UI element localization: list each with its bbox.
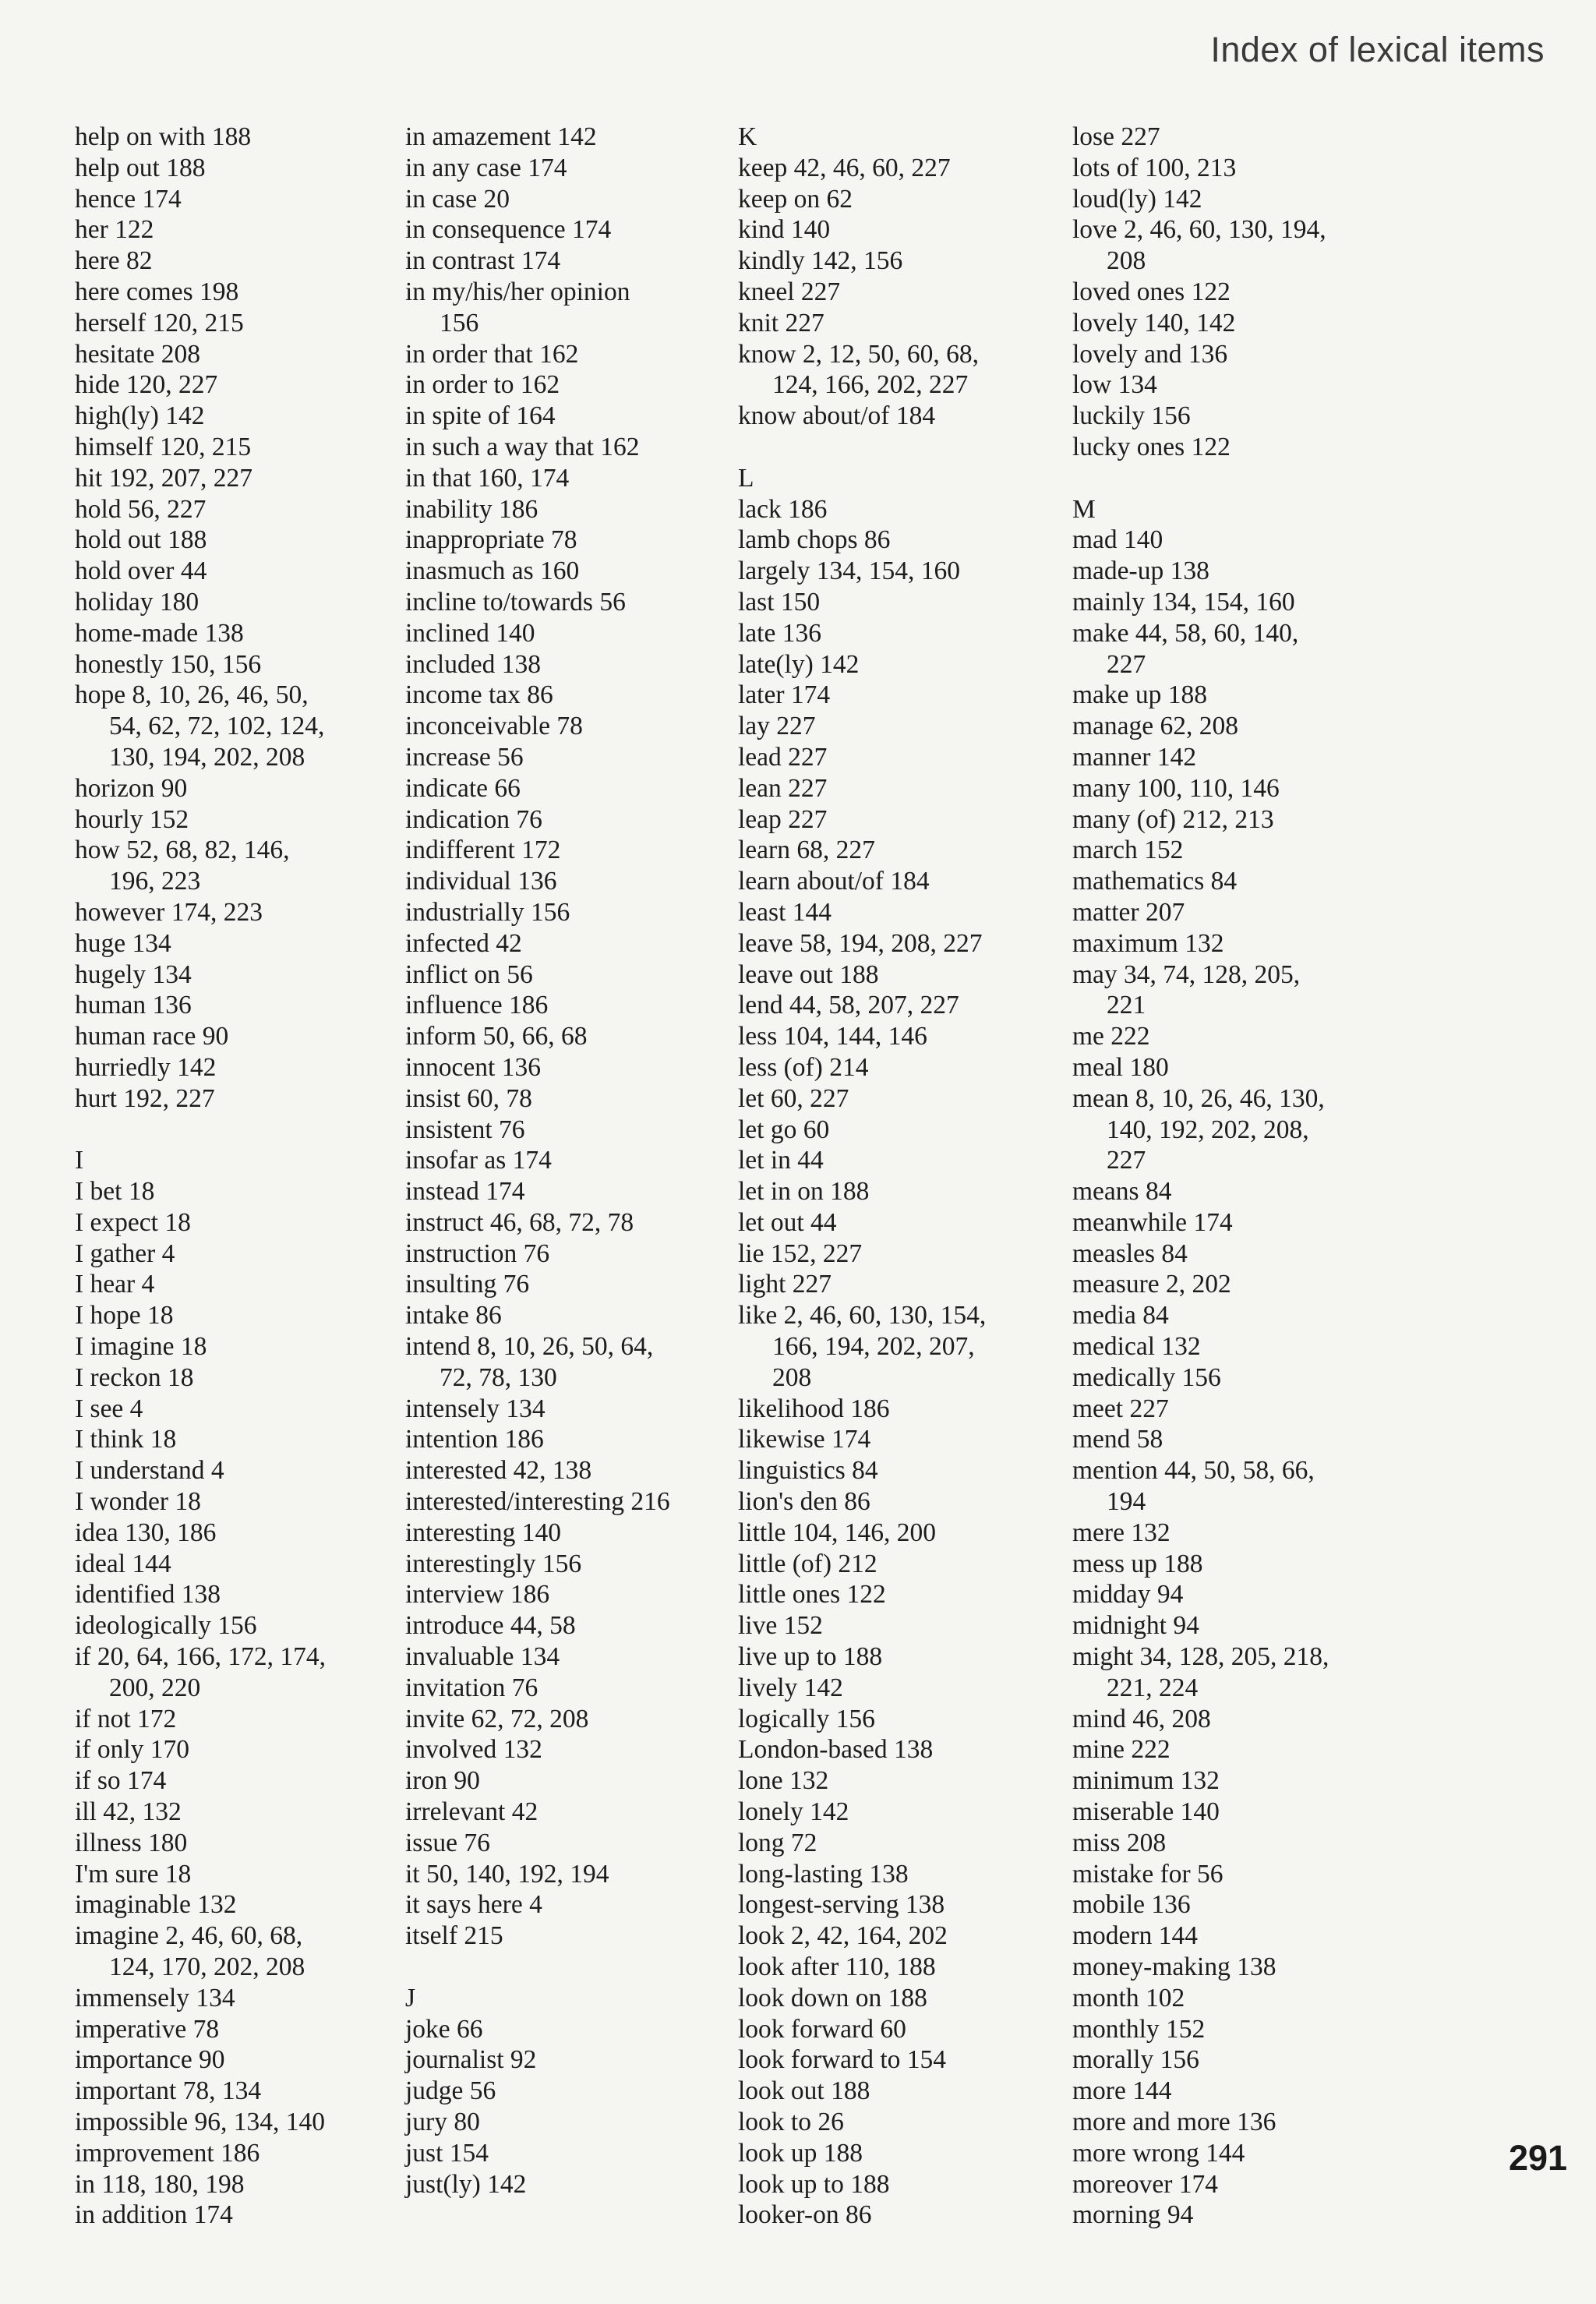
- index-entry: inasmuch as 160: [405, 557, 580, 586]
- index-entry: let in on 188: [738, 1177, 870, 1207]
- index-column-2: [405, 122, 733, 2200]
- index-letter-heading: K: [738, 122, 757, 151]
- index-entry: increase 56: [405, 742, 524, 772]
- index-entry: let in 44: [738, 1146, 824, 1175]
- index-entry: imaginable 132: [75, 1890, 237, 1920]
- index-entry: make up 188: [1072, 680, 1208, 710]
- index-entry: interesting 140: [405, 1518, 562, 1547]
- index-entry: in contrast 174: [405, 246, 561, 276]
- index-entry: indication 76: [405, 804, 542, 834]
- index-entry: intake 86: [405, 1301, 502, 1330]
- index-entry: measles 84: [1072, 1239, 1188, 1268]
- index-entry: march 152: [1072, 836, 1184, 865]
- index-column-3: [738, 122, 1065, 2231]
- index-entry: it 50, 140, 192, 194: [405, 1859, 609, 1889]
- index-entry: interestingly 156: [405, 1549, 582, 1578]
- index-entry-continuation: 221: [1107, 991, 1146, 1020]
- index-entry: if only 170: [75, 1735, 190, 1765]
- index-entry: hurriedly 142: [75, 1052, 217, 1082]
- index-entry: in such a way that 162: [405, 432, 640, 461]
- index-entry-continuation: 208: [1107, 246, 1146, 276]
- index-entry: month 102: [1072, 1983, 1185, 2012]
- index-entry: if so 174: [75, 1766, 167, 1796]
- index-entry: honestly 150, 156: [75, 649, 262, 679]
- index-entry: made-up 138: [1072, 557, 1209, 586]
- index-entry: illness 180: [75, 1828, 188, 1857]
- index-entry: longest-serving 138: [738, 1890, 945, 1920]
- index-entry: judge 56: [405, 2076, 496, 2106]
- index-entry: late 136: [738, 618, 821, 648]
- index-entry: help out 188: [75, 153, 206, 182]
- index-entry: I think 18: [75, 1425, 177, 1454]
- index-entry: miserable 140: [1072, 1797, 1220, 1827]
- index-entry: little 104, 146, 200: [738, 1518, 937, 1547]
- index-entry: how 52, 68, 82, 146,: [75, 836, 290, 865]
- index-entry: long 72: [738, 1828, 817, 1857]
- index-entry: ideal 144: [75, 1549, 171, 1578]
- index-entry: midday 94: [1072, 1580, 1184, 1610]
- index-entry-continuation: 227: [1107, 649, 1146, 679]
- index-entry: kind 140: [738, 215, 831, 245]
- index-entry: look down on 188: [738, 1983, 927, 2012]
- index-entry: hurt 192, 227: [75, 1083, 215, 1113]
- index-entry: miss 208: [1072, 1828, 1167, 1857]
- index-column-1: [75, 122, 402, 2231]
- index-entry: London-based 138: [738, 1735, 934, 1765]
- index-entry-continuation: 54, 62, 72, 102, 124,: [109, 712, 325, 741]
- index-entry: look forward to 154: [738, 2045, 947, 2075]
- index-entry: likelihood 186: [738, 1394, 890, 1423]
- index-entry-continuation: 166, 194, 202, 207,: [772, 1332, 975, 1362]
- index-entry: leave out 188: [738, 959, 879, 989]
- index-entry: morally 156: [1072, 2045, 1199, 2075]
- index-letter-heading: I: [75, 1146, 84, 1175]
- index-entry: keep 42, 46, 60, 227: [738, 153, 951, 182]
- index-entry-continuation: 227: [1107, 1146, 1146, 1175]
- index-entry: more and more 136: [1072, 2108, 1276, 2136]
- index-entry: modern 144: [1072, 1921, 1198, 1951]
- index-entry: light 227: [738, 1270, 832, 1299]
- index-entry: itself 215: [405, 1921, 503, 1951]
- index-entry: more 144: [1072, 2076, 1172, 2106]
- index-entry: innocent 136: [405, 1052, 541, 1082]
- index-entry: little ones 122: [738, 1580, 886, 1610]
- index-entry: hold out 188: [75, 525, 207, 555]
- index-entry: look to 26: [738, 2108, 844, 2136]
- index-entry: live 152: [738, 1611, 823, 1641]
- index-entry: high(ly) 142: [75, 401, 205, 431]
- index-entry: lion's den 86: [738, 1487, 870, 1517]
- index-entry: interested 42, 138: [405, 1456, 592, 1486]
- index-entry: lie 152, 227: [738, 1239, 863, 1268]
- index-entry: insulting 76: [405, 1270, 530, 1299]
- index-entry: kneel 227: [738, 277, 841, 306]
- index-entry-continuation: 140, 192, 202, 208,: [1107, 1115, 1309, 1144]
- index-entry: morning 94: [1072, 2200, 1194, 2230]
- index-entry: less (of) 214: [738, 1052, 869, 1082]
- index-entry: midnight 94: [1072, 1611, 1199, 1641]
- index-entry: later 174: [738, 680, 831, 710]
- index-entry: know 2, 12, 50, 60, 68,: [738, 339, 979, 369]
- index-entry: hide 120, 227: [75, 370, 218, 400]
- index-entry: lonely 142: [738, 1797, 849, 1827]
- index-entry: iron 90: [405, 1766, 480, 1796]
- index-entry: hence 174: [75, 184, 182, 214]
- index-entry: look out 188: [738, 2076, 870, 2106]
- index-entry: immensely 134: [75, 1983, 235, 2012]
- index-entry: human race 90: [75, 1022, 229, 1051]
- index-entry: last 150: [738, 587, 821, 617]
- index-entry: imperative 78: [75, 2014, 220, 2044]
- index-entry: important 78, 134: [75, 2076, 262, 2106]
- index-entry: hit 192, 207, 227: [75, 463, 252, 493]
- index-entry: invite 62, 72, 208: [405, 1704, 589, 1733]
- index-entry: look up to 188: [738, 2169, 890, 2199]
- index-entry: mine 222: [1072, 1735, 1171, 1765]
- index-entry: lovely and 136: [1072, 339, 1228, 369]
- index-entry: mistake for 56: [1072, 1859, 1223, 1889]
- index-entry: idea 130, 186: [75, 1518, 217, 1547]
- index-entry: introduce 44, 58: [405, 1611, 576, 1641]
- index-entry: learn 68, 227: [738, 836, 875, 865]
- index-entry: logically 156: [738, 1704, 875, 1733]
- index-entry: meanwhile 174: [1072, 1207, 1233, 1237]
- index-entry: joke 66: [405, 2014, 483, 2044]
- index-spacer: [405, 1952, 733, 1983]
- index-entry: lucky ones 122: [1072, 432, 1231, 461]
- index-entry: keep on 62: [738, 184, 853, 214]
- index-entry: in that 160, 174: [405, 463, 570, 493]
- index-entry: her 122: [75, 215, 154, 245]
- index-entry: leap 227: [738, 804, 828, 834]
- index-entry: in amazement 142: [405, 122, 597, 151]
- index-entry: inform 50, 66, 68: [405, 1022, 588, 1051]
- index-entry: lots of 100, 213: [1072, 153, 1237, 182]
- index-entry: likewise 174: [738, 1425, 871, 1454]
- index-spacer: [1072, 463, 1400, 494]
- index-entry: if 20, 64, 166, 172, 174,: [75, 1642, 326, 1672]
- index-entry: me 222: [1072, 1022, 1150, 1051]
- index-entry: impossible 96, 134, 140: [75, 2108, 326, 2136]
- index-entry: hope 8, 10, 26, 46, 50,: [75, 680, 309, 710]
- index-entry: I'm sure 18: [75, 1859, 192, 1889]
- index-entry: I hope 18: [75, 1301, 174, 1330]
- index-entry: lone 132: [738, 1766, 829, 1796]
- index-letter-heading: L: [738, 463, 754, 493]
- index-entry: here 82: [75, 246, 153, 276]
- index-entry: in my/his/her opinion: [405, 277, 630, 306]
- index-entry: lead 227: [738, 742, 828, 772]
- index-entry: lean 227: [738, 773, 828, 803]
- index-entry: however 174, 223: [75, 897, 263, 927]
- index-entry: help on with 188: [75, 122, 252, 151]
- index-entry: home-made 138: [75, 618, 244, 648]
- index-entry: matter 207: [1072, 897, 1185, 927]
- index-entry: instead 174: [405, 1177, 525, 1207]
- index-entry: I bet 18: [75, 1177, 155, 1207]
- index-entry: in order to 162: [405, 370, 560, 400]
- index-entry: make 44, 58, 60, 140,: [1072, 618, 1299, 648]
- index-entry-continuation: 124, 170, 202, 208: [109, 1952, 305, 1982]
- index-entry: hugely 134: [75, 959, 192, 989]
- index-entry: influence 186: [405, 991, 549, 1020]
- index-entry: included 138: [405, 649, 541, 679]
- index-entry: lose 227: [1072, 122, 1160, 151]
- index-entry: measure 2, 202: [1072, 1270, 1231, 1299]
- index-entry: meal 180: [1072, 1052, 1169, 1082]
- page-number: 291: [1509, 2138, 1568, 2178]
- index-entry: I reckon 18: [75, 1362, 194, 1392]
- index-entry: live up to 188: [738, 1642, 883, 1672]
- index-entry: ideologically 156: [75, 1611, 257, 1641]
- index-entry: intend 8, 10, 26, 50, 64,: [405, 1332, 654, 1362]
- index-entry: instruct 46, 68, 72, 78: [405, 1207, 634, 1237]
- index-entry: know about/of 184: [738, 401, 936, 431]
- index-entry: infected 42: [405, 928, 522, 958]
- index-entry: mad 140: [1072, 525, 1163, 555]
- index-entry: mention 44, 50, 58, 66,: [1072, 1456, 1315, 1486]
- index-entry: look after 110, 188: [738, 1952, 936, 1982]
- index-entry: hold 56, 227: [75, 494, 207, 524]
- index-entry: indicate 66: [405, 773, 521, 803]
- index-entry: lively 142: [738, 1673, 843, 1702]
- index-entry: inconceivable 78: [405, 712, 583, 741]
- index-entry: himself 120, 215: [75, 432, 252, 461]
- index-entry: I gather 4: [75, 1239, 175, 1268]
- index-entry: may 34, 74, 128, 205,: [1072, 959, 1301, 989]
- index-entry: largely 134, 154, 160: [738, 557, 961, 586]
- index-entry: I see 4: [75, 1394, 143, 1423]
- index-entry: less 104, 144, 146: [738, 1022, 927, 1051]
- index-entry: least 144: [738, 897, 832, 927]
- index-entry: I understand 4: [75, 1456, 224, 1486]
- index-entry-continuation: 72, 78, 130: [440, 1362, 557, 1392]
- index-entry: might 34, 128, 205, 218,: [1072, 1642, 1329, 1672]
- index-entry: means 84: [1072, 1177, 1172, 1207]
- index-entry-continuation: 221, 224: [1107, 1673, 1199, 1702]
- index-entry: long-lasting 138: [738, 1859, 909, 1889]
- index-entry: it says here 4: [405, 1890, 542, 1920]
- index-entry: loved ones 122: [1072, 277, 1231, 306]
- index-entry: learn about/of 184: [738, 867, 930, 896]
- index-entry: meet 227: [1072, 1394, 1169, 1423]
- index-entry: lack 186: [738, 494, 828, 524]
- index-entry: many 100, 110, 146: [1072, 773, 1280, 803]
- index-entry: insist 60, 78: [405, 1083, 532, 1113]
- index-entry: imagine 2, 46, 60, 68,: [75, 1921, 303, 1951]
- index-entry-continuation: 196, 223: [109, 867, 201, 896]
- index-entry: I hear 4: [75, 1270, 155, 1299]
- index-entry: more wrong 144: [1072, 2138, 1245, 2168]
- index-entry: hold over 44: [75, 557, 207, 586]
- index-entry: mainly 134, 154, 160: [1072, 587, 1295, 617]
- index-entry: I wonder 18: [75, 1487, 201, 1517]
- index-entry: I imagine 18: [75, 1332, 207, 1362]
- index-entry: love 2, 46, 60, 130, 194,: [1072, 215, 1326, 245]
- index-entry: irrelevant 42: [405, 1797, 538, 1827]
- index-entry: money-making 138: [1072, 1952, 1276, 1982]
- index-entry: inclined 140: [405, 618, 535, 648]
- index-entry: medically 156: [1072, 1362, 1221, 1392]
- index-entry: leave 58, 194, 208, 227: [738, 928, 983, 958]
- index-entry: many (of) 212, 213: [1072, 804, 1274, 834]
- index-entry: loud(ly) 142: [1072, 184, 1202, 214]
- index-entry: horizon 90: [75, 773, 188, 803]
- index-entry: hesitate 208: [75, 339, 200, 369]
- index-entry: I expect 18: [75, 1207, 191, 1237]
- index-entry: lovely 140, 142: [1072, 308, 1236, 337]
- index-entry: in addition 174: [75, 2200, 233, 2230]
- index-entry: look forward 60: [738, 2014, 906, 2044]
- index-entry: manage 62, 208: [1072, 712, 1239, 741]
- index-entry: indifferent 172: [405, 836, 561, 865]
- index-entry: income tax 86: [405, 680, 553, 710]
- index-entry: look 2, 42, 164, 202: [738, 1921, 948, 1951]
- index-letter-heading: M: [1072, 494, 1096, 524]
- index-entry: holiday 180: [75, 587, 200, 617]
- index-entry: in consequence 174: [405, 215, 612, 245]
- index-entry: jury 80: [405, 2108, 480, 2136]
- index-entry: in order that 162: [405, 339, 579, 369]
- index-entry: improvement 186: [75, 2138, 260, 2168]
- index-entry: let out 44: [738, 1207, 837, 1237]
- index-letter-heading: J: [405, 1983, 416, 2012]
- index-entry: intensely 134: [405, 1394, 546, 1423]
- index-entry: inability 186: [405, 494, 538, 524]
- index-entry: instruction 76: [405, 1239, 550, 1268]
- index-entry: if not 172: [75, 1704, 177, 1733]
- index-entry: here comes 198: [75, 277, 239, 306]
- index-entry: ill 42, 132: [75, 1797, 182, 1827]
- index-entry: interested/interesting 216: [405, 1487, 670, 1517]
- index-entry: insistent 76: [405, 1115, 525, 1144]
- index-entry: look up 188: [738, 2138, 863, 2168]
- index-entry: in case 20: [405, 184, 510, 214]
- index-entry: low 134: [1072, 370, 1157, 400]
- index-entry-continuation: 130, 194, 202, 208: [109, 742, 305, 772]
- index-entry: involved 132: [405, 1735, 542, 1765]
- index-entry: invaluable 134: [405, 1642, 560, 1672]
- index-entry: incline to/towards 56: [405, 587, 626, 617]
- index-entry: journalist 92: [405, 2045, 537, 2075]
- index-entry: monthly 152: [1072, 2014, 1206, 2044]
- index-spacer: [75, 1115, 402, 1146]
- index-entry: in any case 174: [405, 153, 567, 182]
- index-entry: inflict on 56: [405, 959, 533, 989]
- index-entry-continuation: 124, 166, 202, 227: [772, 370, 969, 400]
- index-entry-continuation: 200, 220: [109, 1673, 201, 1702]
- index-entry: mind 46, 208: [1072, 1704, 1211, 1733]
- index-entry: issue 76: [405, 1828, 490, 1857]
- index-entry: mobile 136: [1072, 1890, 1191, 1920]
- index-entry: huge 134: [75, 928, 171, 958]
- index-entry: manner 142: [1072, 742, 1197, 772]
- index-entry: luckily 156: [1072, 401, 1191, 431]
- index-entry: media 84: [1072, 1301, 1169, 1330]
- index-entry: lamb chops 86: [738, 525, 891, 555]
- index-entry: like 2, 46, 60, 130, 154,: [738, 1301, 987, 1330]
- index-entry: herself 120, 215: [75, 308, 244, 337]
- index-entry-continuation: 208: [772, 1362, 812, 1392]
- index-entry: mathematics 84: [1072, 867, 1238, 896]
- index-entry: just 154: [405, 2138, 489, 2168]
- index-entry: importance 90: [75, 2045, 225, 2075]
- index-entry: linguistics 84: [738, 1456, 878, 1486]
- index-entry: looker-on 86: [738, 2200, 872, 2230]
- index-entry: mean 8, 10, 26, 46, 130,: [1072, 1083, 1325, 1113]
- index-entry: invitation 76: [405, 1673, 538, 1702]
- index-entry: in spite of 164: [405, 401, 556, 431]
- index-entry: just(ly) 142: [405, 2169, 527, 2199]
- index-entry: mend 58: [1072, 1425, 1163, 1454]
- index-entry: individual 136: [405, 867, 557, 896]
- index-entry: knit 227: [738, 308, 824, 337]
- index-entry: late(ly) 142: [738, 649, 860, 679]
- index-entry: mess up 188: [1072, 1549, 1203, 1578]
- index-entry: insofar as 174: [405, 1146, 552, 1175]
- index-entry: in 118, 180, 198: [75, 2169, 245, 2199]
- index-entry: human 136: [75, 991, 192, 1020]
- index-entry: inappropriate 78: [405, 525, 577, 555]
- index-entry: lend 44, 58, 207, 227: [738, 991, 959, 1020]
- index-entry: identified 138: [75, 1580, 221, 1610]
- index-entry: little (of) 212: [738, 1549, 877, 1578]
- index-entry-continuation: 156: [440, 308, 479, 337]
- index-column-4: [1072, 122, 1400, 2231]
- index-entry: intention 186: [405, 1425, 544, 1454]
- index-entry: maximum 132: [1072, 928, 1224, 958]
- index-entry: industrially 156: [405, 897, 570, 927]
- index-entry: let 60, 227: [738, 1083, 849, 1113]
- index-entry: kindly 142, 156: [738, 246, 903, 276]
- index-entry: moreover 174: [1072, 2169, 1218, 2199]
- running-header: Index of lexical items: [1210, 30, 1545, 69]
- index-entry: lay 227: [738, 712, 816, 741]
- index-entry: interview 186: [405, 1580, 550, 1610]
- index-entry: let go 60: [738, 1115, 830, 1144]
- index-entry: minimum 132: [1072, 1766, 1220, 1796]
- index-entry: medical 132: [1072, 1332, 1201, 1362]
- index-entry-continuation: 194: [1107, 1487, 1146, 1517]
- index-entry: hourly 152: [75, 804, 189, 834]
- index-entry: mere 132: [1072, 1518, 1171, 1547]
- index-spacer: [738, 432, 1065, 463]
